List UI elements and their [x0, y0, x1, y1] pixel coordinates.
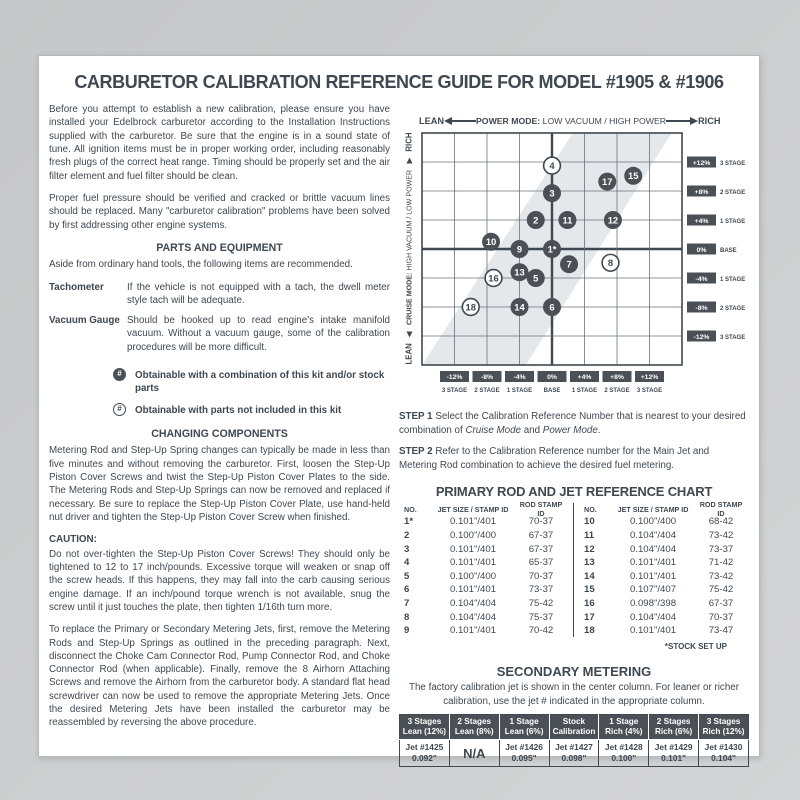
- secondary-header-cell: [649, 714, 699, 739]
- cell-jet: 0.101"/401: [449, 516, 497, 528]
- secondary-value-cell: [400, 740, 450, 767]
- calibration-point-4: [544, 157, 561, 174]
- y-tick-pct: -4%: [695, 276, 708, 283]
- cell-no: 15: [584, 584, 595, 596]
- y-tick-stage: 2 STAGE: [720, 305, 746, 312]
- secondary-value-cell: [499, 740, 549, 767]
- x-tick-stage: 3 STAGE: [441, 388, 468, 394]
- calibration-point-5: [527, 269, 545, 287]
- primary-table-left: [400, 500, 568, 637]
- header-line2: Rich (4%): [605, 727, 643, 737]
- jet-size: 0.092": [411, 753, 437, 764]
- x-tick-pct: +8%: [610, 374, 624, 381]
- y-tick-pct: -12%: [693, 334, 710, 341]
- header-line2: Rich (6%): [654, 727, 693, 737]
- point-label: 11: [562, 214, 573, 226]
- calibration-point-2: [527, 211, 545, 229]
- table-row: [580, 610, 748, 624]
- jet-value: Jet #1426: [505, 742, 543, 753]
- x-tick-pct: +12%: [640, 374, 659, 381]
- header-line1: 2 Stages: [457, 717, 492, 727]
- header-rod: ROD STAMP ID: [519, 500, 563, 519]
- cell-jet: 0.104"/404: [629, 529, 677, 541]
- jet-value: Jet #1425: [405, 742, 444, 753]
- point-label: 16: [488, 272, 499, 284]
- header-line2: Lean (8%): [454, 727, 494, 737]
- x-tick-stage: 2 STAGE: [604, 388, 630, 394]
- intro-paragraph-1: Before you attempt to establish a new calibration, please ensure you have installed your Edelbrock carburetor according to the Installation Instructions supplied with the carburetor. Be sure that the engine is in a sound state of tune. All ignition items must be in proper working order, including reasonably fresh plugs of the correct heat range. Timing should be properly set and the air filter element and fuel filter should be clean.: [49, 104, 390, 182]
- caution-heading: CAUTION:: [49, 534, 97, 546]
- x-tick-pct: 0%: [547, 374, 557, 381]
- calibration-point-13: [511, 263, 529, 281]
- cell-no: 16: [584, 597, 595, 609]
- x-tick-stage: 1 STAGE: [571, 388, 598, 394]
- cell-no: 1*: [404, 516, 414, 528]
- cell-no: 9: [404, 625, 410, 637]
- lean-label-top: LEAN: [419, 116, 445, 126]
- jet-size: 0.095": [511, 753, 537, 764]
- cell-rod: 70-42: [528, 625, 554, 637]
- jet-size: 0.100": [611, 753, 637, 764]
- kit-parts-icon: #: [113, 368, 126, 381]
- primary-chart-heading: PRIMARY ROD AND JET REFERENCE CHART: [435, 484, 713, 500]
- point-label: 14: [514, 301, 525, 313]
- legend-text: Obtainable with parts not included in this kit: [135, 404, 342, 416]
- lean-label-left: LEAN: [404, 343, 414, 365]
- cell-jet: 0.104"/404: [449, 611, 497, 623]
- calibration-point-18: [462, 299, 479, 316]
- cell-rod: 73-42: [708, 529, 734, 541]
- secondary-header-cell: [549, 714, 599, 739]
- x-tick-stage: BASE: [543, 388, 561, 394]
- y-tick-stage: 1 STAGE: [720, 218, 746, 225]
- table-row: [400, 597, 568, 611]
- table-row: [580, 624, 748, 638]
- cruise-mode-label: CRUISE MODE: HIGH VACUUM / LOW POWER: [405, 169, 413, 326]
- y-tick-stage: 3 STAGE: [720, 334, 746, 341]
- step-1: STEP 1 Select the Calibration Reference Number that is nearest to your desired combination of Cruise Mode and Power Mode.: [399, 411, 746, 436]
- point-label: 12: [607, 214, 619, 226]
- cell-rod: 70-37: [528, 516, 554, 528]
- cell-rod: 65-37: [528, 557, 554, 569]
- calibration-grid-svg: [419, 130, 749, 402]
- cell-rod: 75-37: [528, 611, 554, 623]
- cell-jet: 0.101"/401: [449, 584, 497, 596]
- parts-heading: PARTS AND EQUIPMENT: [156, 241, 283, 254]
- secondary-header-cell: [400, 714, 450, 739]
- secondary-header-cell: [499, 714, 549, 739]
- cell-rod: 70-37: [528, 570, 554, 582]
- table-header-row: [400, 500, 568, 519]
- secondary-value-cell: [699, 740, 749, 767]
- cell-jet: 0.101"/401: [449, 557, 497, 569]
- jet-value: Jet #1427: [555, 742, 593, 753]
- legend-item: [113, 369, 390, 396]
- table-row: [400, 515, 568, 529]
- rich-label-top: RICH: [698, 116, 721, 126]
- cell-no: 2: [404, 529, 410, 541]
- table-header-row: [580, 500, 748, 519]
- cell-jet: 0.101"/401: [629, 625, 677, 637]
- parts-intro: Aside from ordinary hand tools, the following items are recommended.: [49, 259, 353, 271]
- cell-no: 14: [584, 570, 595, 582]
- x-tick-stage: 1 STAGE: [506, 388, 533, 394]
- y-tick-pct: 0%: [696, 247, 707, 254]
- point-label: 3: [549, 187, 555, 199]
- cell-jet: 0.107"/407: [629, 584, 677, 596]
- header-line2: Calibration: [552, 727, 596, 737]
- header-rod: ROD STAMP ID: [699, 500, 743, 519]
- page-title: CARBURETOR CALIBRATION REFERENCE GUIDE FOR MODEL #1905 & #1906: [74, 72, 724, 92]
- secondary-value-cell: [599, 740, 649, 767]
- header-line1: 1 Stage: [609, 717, 639, 727]
- primary-table: [399, 500, 749, 637]
- table-row: [400, 556, 568, 570]
- point-label: 9: [516, 243, 523, 255]
- table-row: [580, 542, 748, 556]
- columns: [39, 103, 759, 767]
- table-row: [400, 624, 568, 638]
- replace-jets-paragraph: To replace the Primary or Secondary Metering Jets, first, remove the Metering Rods and Step-Up Springs as outlined in the preceding paragraph. Next, disconnect the Choke Cam Connector Rod, Pump Connector Rod, and Choke Connector Rod (when applicable). Finally, remove the 8 Airhorn Attaching Screws and remove the Airhorn from the carburetor body. A standard flat head screwdriver can now be used to remove the appropriate Metering Jets. Once the desired Metering Jets have been installed the carburetor may be reassembled by reversing the above procedure.: [49, 624, 390, 729]
- x-tick-pct: -8%: [480, 374, 494, 381]
- document-page: [38, 55, 760, 764]
- calibration-point-7: [560, 255, 578, 273]
- arrow-right-icon: [666, 117, 698, 125]
- right-column: [399, 103, 749, 767]
- y-tick-stage: 1 STAGE: [720, 276, 746, 283]
- table-row: [400, 583, 568, 597]
- header-no: NO.: [584, 504, 597, 514]
- cell-rod: 73-37: [708, 543, 734, 555]
- cell-jet: 0.101"/401: [449, 625, 497, 637]
- header-line2: Lean (12%): [402, 727, 447, 737]
- secondary-header-cell: [449, 714, 499, 739]
- jet-value: Jet #1430: [704, 742, 743, 753]
- cell-rod: 67-37: [708, 597, 734, 609]
- cell-jet: 0.100"/400: [629, 516, 677, 528]
- header-line1: 3 Stages: [407, 717, 442, 727]
- calibration-point-15: [624, 167, 642, 185]
- left-column: [49, 103, 390, 767]
- secondary-value-row: [400, 740, 749, 767]
- point-label: 5: [533, 272, 539, 284]
- point-label: 15: [628, 170, 639, 182]
- y-tick-pct: +4%: [694, 218, 709, 225]
- y-tick-stage: 3 STAGE: [720, 160, 746, 167]
- cell-jet: 0.104"/404: [629, 543, 677, 555]
- equipment-term: Tachometer: [49, 281, 104, 293]
- intro-paragraph-2: Proper fuel pressure should be verified and cracked or brittle vacuum lines should be replaced. Many "carburetor calibration" problems have been solved by first addressing other engine systems.: [49, 192, 390, 231]
- x-tick-stage: 2 STAGE: [474, 388, 500, 394]
- y-tick-stage: 2 STAGE: [720, 189, 746, 196]
- secondary-header-cell: [699, 714, 749, 739]
- secondary-table: [399, 714, 749, 767]
- power-mode-label: POWER MODE: LOW VACUUM / HIGH POWER: [476, 116, 667, 126]
- equipment-term: Vacuum Gauge: [49, 315, 120, 327]
- cell-no: 10: [584, 516, 595, 528]
- cell-jet: 0.104"/404: [449, 597, 497, 609]
- cell-no: 12: [584, 543, 595, 555]
- table-row: [400, 569, 568, 583]
- y-tick-pct: -8%: [695, 305, 708, 312]
- calibration-point-8: [602, 254, 619, 271]
- header-line1: 2 Stages: [656, 717, 691, 727]
- x-tick-pct: +4%: [577, 374, 592, 381]
- cell-no: 11: [584, 529, 595, 541]
- jet-size: 0.101": [661, 753, 687, 764]
- cell-rod: 71-42: [708, 557, 734, 569]
- header-line1: 3 Stages: [706, 717, 741, 727]
- cell-rod: 67-37: [528, 529, 554, 541]
- calibration-chart: [399, 130, 749, 402]
- changing-components-heading: CHANGING COMPONENTS: [151, 428, 288, 441]
- header-line2: Rich (12%): [702, 727, 745, 737]
- cell-no: 6: [404, 584, 410, 596]
- arrow-left-icon: [444, 117, 476, 125]
- primary-table-right: [573, 500, 748, 637]
- calibration-point-14: [511, 298, 529, 316]
- cell-rod: 67-37: [528, 543, 554, 555]
- caution-paragraph: Do not over-tighten the Step-Up Piston Cover Screws! They should only be tightened to 12 to 17 inch/pounds. Excessive torque will weaken or snap off the screw heads. If this happens, they may fall into the carb causing serious engine damage. If an inch/pound torque wrench is not available, snug the screw until it just touches the plate, then tighten 1/16th turn more.: [49, 548, 390, 613]
- cell-jet: 0.101"/401: [629, 557, 677, 569]
- secondary-description: The factory calibration jet is shown in the center column. For leaner or richer calibration, use the jet # indicated in the appropriate column.: [409, 682, 739, 707]
- header-line1: Stock: [562, 717, 586, 727]
- cell-no: 5: [404, 570, 410, 582]
- calibration-point-6: [543, 298, 561, 316]
- point-label: 2: [533, 214, 539, 226]
- header-jet: JET SIZE / STAMP ID: [617, 504, 689, 514]
- header-no: NO.: [404, 504, 417, 514]
- cell-no: 4: [404, 557, 410, 569]
- x-tick-pct: -4%: [513, 374, 526, 381]
- secondary-header-cell: [599, 714, 649, 739]
- table-row: [580, 515, 748, 529]
- jet-value: Jet #1429: [654, 742, 693, 753]
- cell-jet: 0.104"/404: [629, 611, 677, 623]
- cell-jet: 0.101"/401: [629, 570, 677, 582]
- secondary-metering-heading: SECONDARY METERING: [496, 664, 652, 680]
- table-row: [580, 597, 748, 611]
- calibration-point-10: [482, 233, 500, 251]
- cell-jet: 0.100"/400: [449, 529, 497, 541]
- table-row: [580, 529, 748, 543]
- point-label: 4: [549, 160, 555, 172]
- cell-no: 18: [584, 625, 595, 637]
- cell-no: 3: [404, 543, 410, 555]
- arrow-right-icon: [406, 158, 412, 164]
- equipment-list: [49, 281, 390, 355]
- point-label: 18: [465, 301, 476, 313]
- legend-text: Obtainable with a combination of this kit and/or stock parts: [135, 370, 385, 395]
- header-line2: Lean (6%): [504, 727, 544, 737]
- table-row: [580, 556, 748, 570]
- cell-jet: 0.098"/398: [629, 597, 677, 609]
- stock-setup-footnote: *STOCK SET UP: [664, 642, 727, 652]
- changing-components-paragraph: Metering Rod and Step-Up Spring changes can typically be made in less than five minutes and without removing the carburetor. First, loosen the Step-Up Piston Cover Screws and twist the Step-Up Piston Cover Plates to the side. The Metering Rods and Step-Up Springs can now be removed and replaced if necessary. Be sure to replace the Step-Up Piston Cover Plate, use hand-held nut driver and tighten the Step-Up Piston Cover Screw when finished.: [49, 445, 390, 523]
- calibration-point-17: [598, 173, 616, 191]
- calibration-point-9: [511, 240, 529, 258]
- jet-value: N/A: [463, 746, 486, 762]
- calibration-point-16: [485, 270, 502, 287]
- x-tick-stage: 3 STAGE: [636, 388, 663, 394]
- x-tick-pct: -12%: [446, 374, 463, 381]
- cell-rod: 73-47: [708, 625, 734, 637]
- equipment-desc: Should be hooked up to read engine's intake manifold vacuum. Without a vacuum gauge, some of the calibration procedures will be more difficult.: [127, 315, 390, 353]
- table-row: [400, 529, 568, 543]
- point-label: 8: [607, 257, 614, 269]
- table-row: [400, 610, 568, 624]
- cell-rod: 73-37: [528, 584, 554, 596]
- point-label: 1*: [547, 243, 557, 255]
- point-label: 13: [514, 266, 525, 278]
- equipment-item: [49, 281, 390, 308]
- header-line1: 1 Stage: [509, 717, 539, 727]
- cell-rod: 75-42: [708, 584, 734, 596]
- table-row: [580, 569, 748, 583]
- cell-rod: 75-42: [528, 597, 554, 609]
- table-row: [400, 542, 568, 556]
- cell-jet: 0.101"/401: [449, 543, 497, 555]
- y-tick-pct: +12%: [692, 160, 711, 167]
- calibration-point-12: [604, 211, 622, 229]
- power-mode-axis: [419, 116, 721, 126]
- point-label: 6: [549, 301, 555, 313]
- cell-no: 8: [404, 611, 410, 623]
- y-tick-stage: BASE: [720, 247, 737, 254]
- cell-no: 13: [584, 557, 595, 569]
- header-jet: JET SIZE / STAMP ID: [437, 504, 509, 514]
- cell-no: 7: [404, 597, 410, 609]
- point-label: 7: [566, 258, 572, 270]
- calibration-point-3: [543, 184, 561, 202]
- symbol-legend: [113, 369, 390, 417]
- jet-value: Jet #1428: [604, 742, 643, 753]
- equipment-desc: If the vehicle is not equipped with a tach, the dwell meter style tach will be adequate.: [127, 281, 390, 306]
- step-2: STEP 2 Refer to the Calibration Reference number for the Main Jet and Metering Rod combination to achieve the desired fuel metering.: [399, 446, 710, 471]
- legend-item: [113, 404, 390, 417]
- cell-rod: 68-42: [708, 516, 734, 528]
- secondary-header-row: [400, 714, 749, 739]
- rich-label-left: RICH: [404, 132, 414, 152]
- secondary-value-cell: [449, 740, 499, 767]
- table-row: [580, 583, 748, 597]
- secondary-value-cell: [649, 740, 699, 767]
- non-kit-parts-icon: #: [113, 403, 126, 416]
- jet-size: 0.098": [561, 753, 587, 764]
- cell-jet: 0.100"/400: [449, 570, 497, 582]
- cruise-mode-axis: [405, 133, 414, 365]
- y-tick-pct: +8%: [694, 189, 709, 196]
- equipment-item: [49, 314, 390, 354]
- calibration-point-1: [543, 240, 561, 258]
- secondary-value-cell: [549, 740, 599, 767]
- calibration-point-11: [558, 211, 576, 229]
- cell-no: 17: [584, 611, 595, 623]
- arrow-left-icon: [406, 331, 412, 337]
- point-label: 17: [602, 175, 613, 187]
- cell-rod: 70-37: [708, 611, 734, 623]
- jet-size: 0.104": [711, 753, 736, 764]
- cell-rod: 73-42: [708, 570, 734, 582]
- point-label: 10: [485, 236, 497, 248]
